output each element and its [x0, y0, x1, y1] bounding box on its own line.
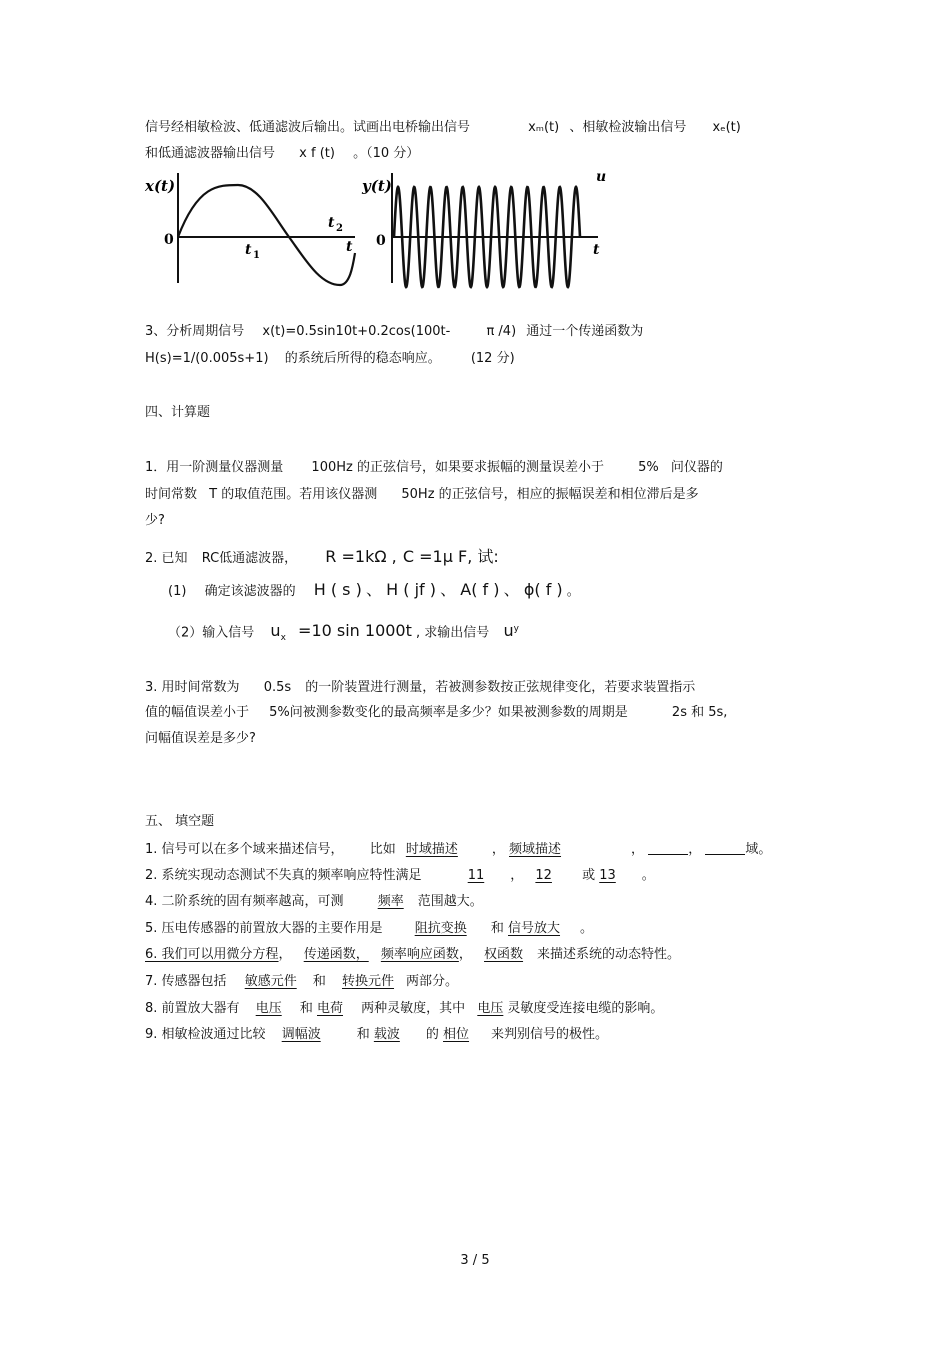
calc-2-capacitance: C =1μ F, 试:	[402, 547, 499, 566]
section-4-title: 四、计算题	[145, 405, 211, 420]
fill-9-answer-1: 调幅波	[281, 1027, 321, 1042]
intro-line-1	[145, 119, 741, 137]
x-axis-label: x(t)	[145, 177, 176, 195]
q3-text: 3、分析周期信号	[145, 324, 245, 339]
intro-text-mid: 、相敏检波输出信号	[569, 120, 687, 135]
fill-item-8	[145, 1000, 663, 1018]
calc-1-line-3: 少?	[145, 513, 165, 528]
fill-9-text: 9. 相敏检波通过比较	[145, 1027, 266, 1042]
fill-item-1	[145, 840, 771, 859]
q3-line-2	[145, 350, 515, 368]
fill-8-text: 8. 前置放大器有	[145, 1001, 240, 1016]
q3-text-3: 的系统后所得的稳态响应。	[284, 351, 441, 366]
calc-2-sub-1	[168, 581, 580, 601]
fill-8-answer-2: 电荷	[317, 1001, 344, 1016]
fill-6-answer-1: 6. 我们可以用微分方程	[145, 947, 279, 962]
fill-9-end: 来判别信号的极性。	[491, 1027, 609, 1042]
calc-1-percent: 5%	[638, 460, 659, 475]
calc-2-sub-1-number: (1)	[168, 584, 187, 599]
calc-2-sub-2-text: （2）输入信号	[168, 625, 255, 641]
q3-formula-end: π /4)	[486, 324, 517, 339]
fill-7-end: 两部分。	[406, 974, 459, 989]
x-plot-origin: 0	[164, 232, 174, 248]
fill-9-and: 和	[356, 1027, 370, 1042]
fill-5-answer-1: 阻抗变换	[414, 921, 467, 936]
t2-subscript: 2	[336, 223, 343, 234]
fill-5-text: 5. 压电传感器的前置放大器的主要作用是	[145, 921, 383, 936]
calc-2-uy: u	[503, 621, 514, 641]
t2-label: t	[328, 215, 335, 231]
q3-text-2: 通过一个传递函数为	[526, 324, 644, 339]
xf-symbol: x f (t)	[299, 146, 335, 161]
q3-formula: x(t)=0.5sin10t+0.2cos(100t-	[262, 324, 451, 339]
fill-1-answer-2: 频域描述	[509, 842, 562, 857]
calc-3-periods: 2s 和 5s,	[671, 705, 728, 720]
calc-2-phif: ϕ( f )	[523, 580, 563, 599]
calc-1-line-2	[145, 486, 699, 504]
fill-9-answer-3: 相位	[443, 1027, 470, 1042]
fill-1-sep-2: ，	[631, 842, 645, 857]
page-number: 3 / 5	[460, 1253, 490, 1268]
calc-2-sub-1-text: 确定该滤波器的	[204, 584, 296, 599]
calc-3-line-1	[145, 679, 695, 697]
q3-score: (12 分)	[470, 351, 515, 366]
fill-2-sep: ，	[510, 868, 524, 883]
calc-3-text-4: 5%问被测参数变化的最高频率是多少？如果被测参数的周期是	[269, 705, 628, 720]
x-signal-curve	[178, 185, 355, 285]
y-plot-t-label: t	[593, 242, 600, 258]
fill-item-4	[145, 893, 483, 911]
score-text: 。（10 分）	[353, 146, 420, 161]
fill-6-answer-4: 权函数	[484, 947, 524, 962]
fill-4-answer: 频率	[377, 894, 404, 909]
fill-8-text-2: 两种灵敏度，其中	[361, 1001, 466, 1016]
fill-1-text: 1. 信号可以在多个域来描述信号，	[145, 842, 344, 857]
calc-2-end: 。	[566, 584, 580, 599]
fill-2-text: 2. 系统实现动态测试不失真的频率响应特性满足	[145, 868, 422, 883]
fill-6-sep-1: ，	[278, 947, 292, 962]
fill-7-answer-1: 敏感元件	[244, 974, 297, 989]
xm-symbol: xₘ(t)	[528, 120, 560, 135]
calc-3-line-3: 问幅值误差是多少?	[145, 731, 256, 746]
intro-line-2	[145, 145, 419, 163]
calc-2-sub-2	[168, 620, 519, 647]
calc-2-ux-sub: x	[280, 632, 286, 643]
fill-9-answer-2: 载波	[373, 1027, 400, 1042]
calc-2-line-1	[145, 548, 499, 568]
fill-5-and: 和	[490, 921, 504, 936]
section-5-title: 五、 填空题	[145, 814, 215, 829]
calc-2-sep-3: 、	[503, 580, 520, 599]
calc-3-text-2: 的一阶装置进行测量，若被测参数按正弦规律变化，若要求装置指示	[305, 680, 696, 695]
q3-transfer-function: H(s)=1/(0.005s+1)	[145, 351, 269, 366]
fill-1-sep-3: ，	[688, 842, 702, 857]
fill-7-and: 和	[312, 974, 326, 989]
calc-2-sep-2: 、	[440, 580, 457, 599]
fill-4-text: 4. 二阶系统的固有频率越高，可测	[145, 894, 344, 909]
u-label: u	[596, 169, 607, 185]
fill-1-blank-4	[705, 840, 745, 855]
signal-figure	[140, 165, 620, 290]
calc-1-line-1	[145, 459, 723, 477]
fill-8-answer-1: 电压	[255, 1001, 282, 1016]
calc-1-text: 1．用一阶测量仪器测量	[145, 460, 284, 475]
calc-2-hjf: H ( jf )	[386, 580, 436, 599]
fill-4-end: 范围越大。	[417, 894, 483, 909]
fill-5-end: 。	[580, 921, 594, 936]
fill-2-answer-3: 13	[599, 868, 616, 883]
calc-2-af: A( f )	[460, 580, 500, 599]
fill-8-end: 灵敏度受连接电缆的影响。	[507, 1001, 664, 1016]
fill-6-answer-2: 传递函数，	[303, 947, 369, 962]
fill-item-2	[145, 867, 655, 885]
calc-2-text: 2. 已知	[145, 551, 188, 566]
calc-1-text-2: 100Hz 的正弦信号，如果要求振幅的测量误差小于	[311, 460, 604, 475]
fill-item-6	[145, 946, 680, 964]
fill-2-or: 或	[582, 868, 596, 883]
fill-item-7	[145, 973, 458, 991]
fill-item-9	[145, 1026, 608, 1044]
y-plot-origin: 0	[376, 233, 386, 249]
calc-2-resistance: R =1kΩ ,	[325, 547, 397, 566]
fill-6-end: 来描述系统的动态特性。	[537, 947, 681, 962]
fill-9-de: 的	[425, 1027, 439, 1042]
fill-6-sep-2: ，	[458, 947, 472, 962]
fill-1-blank-3	[648, 840, 688, 855]
calc-1-text-5: T 的取值范围。若用该仪器测	[209, 487, 378, 502]
fill-6-answer-3: 频率响应函数	[380, 947, 459, 962]
fill-2-answer-1: 11	[467, 868, 485, 883]
calc-3-text-3: 值的幅值误差小于	[145, 705, 250, 720]
fill-5-answer-2: 信号放大	[508, 921, 561, 936]
xe-symbol: xₑ(t)	[712, 120, 741, 135]
calc-2-hs: H ( s )	[313, 580, 362, 599]
intro-text: 信号经相敏检波、低通滤波后输出。试画出电桥输出信号	[145, 120, 471, 135]
fill-8-answer-3: 电压	[477, 1001, 504, 1016]
fill-2-answer-2: 12	[535, 868, 552, 883]
fill-7-text: 7. 传感器包括	[145, 974, 227, 989]
calc-3-line-2	[145, 704, 727, 722]
fill-8-and: 和	[299, 1001, 313, 1016]
fill-1-answer-1: 时域描述	[405, 842, 458, 857]
calc-2-sub-2-text-2: , 求输出信号	[416, 625, 490, 641]
fill-1-sep-1: ，	[491, 842, 505, 857]
fill-7-answer-2: 转换元件	[342, 974, 395, 989]
fill-1-text-2: 比如	[369, 842, 396, 857]
calc-3-text: 3. 用时间常数为	[145, 680, 240, 695]
q3-line-1	[145, 323, 643, 341]
calc-2-text-2: RC低通滤波器，	[201, 551, 298, 566]
fill-item-5	[145, 920, 593, 938]
fill-2-end: 。	[641, 868, 655, 883]
x-plot-t-label: t	[346, 239, 353, 255]
t1-label: t	[245, 242, 252, 258]
calc-2-input-formula: =10 sin 1000t	[298, 621, 412, 641]
calc-1-text-3: 问仪器的	[670, 460, 723, 475]
calc-2-ux: u	[270, 621, 281, 641]
y-axis-label: y(t)	[362, 177, 392, 195]
fill-1-end: 域。	[745, 842, 772, 857]
calc-2-sep-1: 、	[365, 580, 382, 599]
t1-subscript: 1	[253, 250, 260, 261]
intro-text-2: 和低通滤波器输出信号	[145, 146, 276, 161]
calc-1-text-6: 50Hz 的正弦信号，相应的振幅误差和相位滞后是多	[401, 487, 699, 502]
calc-3-time-constant: 0.5s	[263, 680, 292, 695]
calc-1-text-4: 时间常数	[145, 487, 198, 502]
calc-2-uy-sub: y	[513, 624, 519, 634]
